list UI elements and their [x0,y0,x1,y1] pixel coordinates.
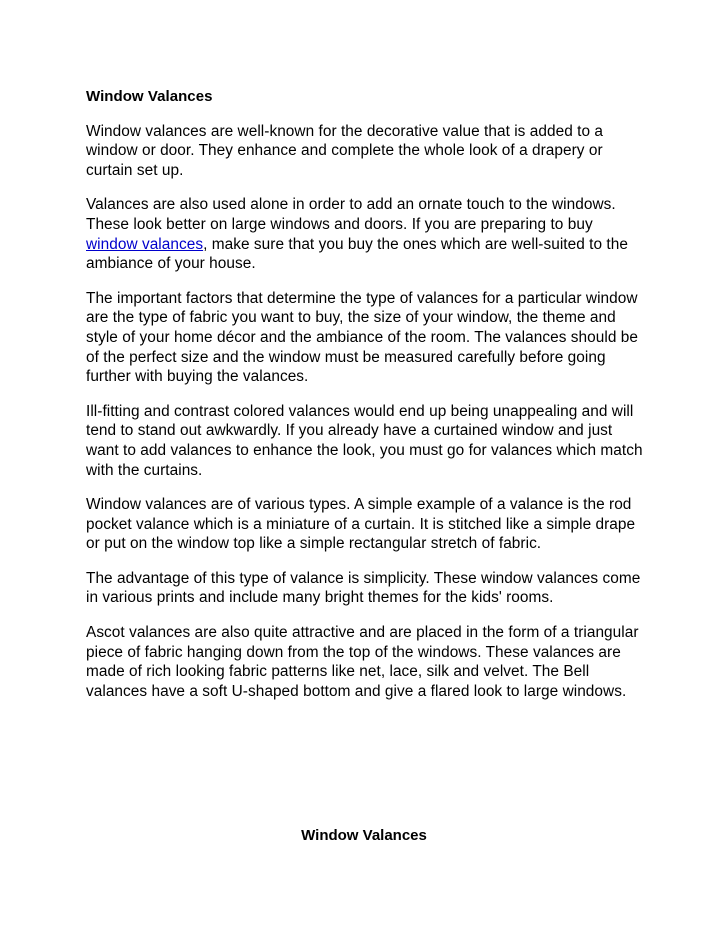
paragraph-2-text-before-link: Valances are also used alone in order to add an ornate touch to the windows. These look better on large windows and doors. If you are preparing to buy [86,196,616,233]
paragraph-4: Ill-fitting and contrast colored valances would end up being unappealing and will tend to stand out awkwardly. If you already have a curtained window and just want to add valances to enhance the look, you must go for valances which match with the curtains. [86,402,643,479]
paragraph-3: The important factors that determine the type of valances for a particular window are the type of fabric you want to buy, the size of your window, the theme and style of your home décor and the ambiance of the room. The valances should be of the perfect size and the window must be measured carefully before going further with buying the valances. [86,289,638,386]
window-valances-link[interactable]: window valances [86,235,204,253]
paragraph-2 [86,195,646,273]
paragraph-7: Ascot valances are also quite attractive and are placed in the form of a triangular piece of fabric hanging down from the top of the windows. These valances are made of rich looking fabric patterns like net, lace, silk and velvet. The Bell valances have a soft U-shaped bottom and give a flared look to large windows. [86,624,639,700]
footer-title: Window Valances [301,827,427,844]
document-title: Window Valances [86,88,213,105]
paragraph-1: Window valances are well-known for the decorative value that is added to a window or door. They enhance and complete the whole look of a drapery or curtain set up. [86,122,604,179]
paragraph-2-text-after-link: , make sure that you buy the ones which are well-suited to the ambiance of your house. [86,235,628,273]
document-body [86,87,646,716]
paragraph-6: The advantage of this type of valance is simplicity. These window valances come in various prints and include many bright themes for the kids' rooms. [86,569,641,607]
paragraph-5: Window valances are of various types. A simple example of a valance is the rod pocket valance which is a miniature of a curtain. It is stitched like a simple drape or put on the window top like a simple rectangular stretch of fabric. [86,496,636,553]
